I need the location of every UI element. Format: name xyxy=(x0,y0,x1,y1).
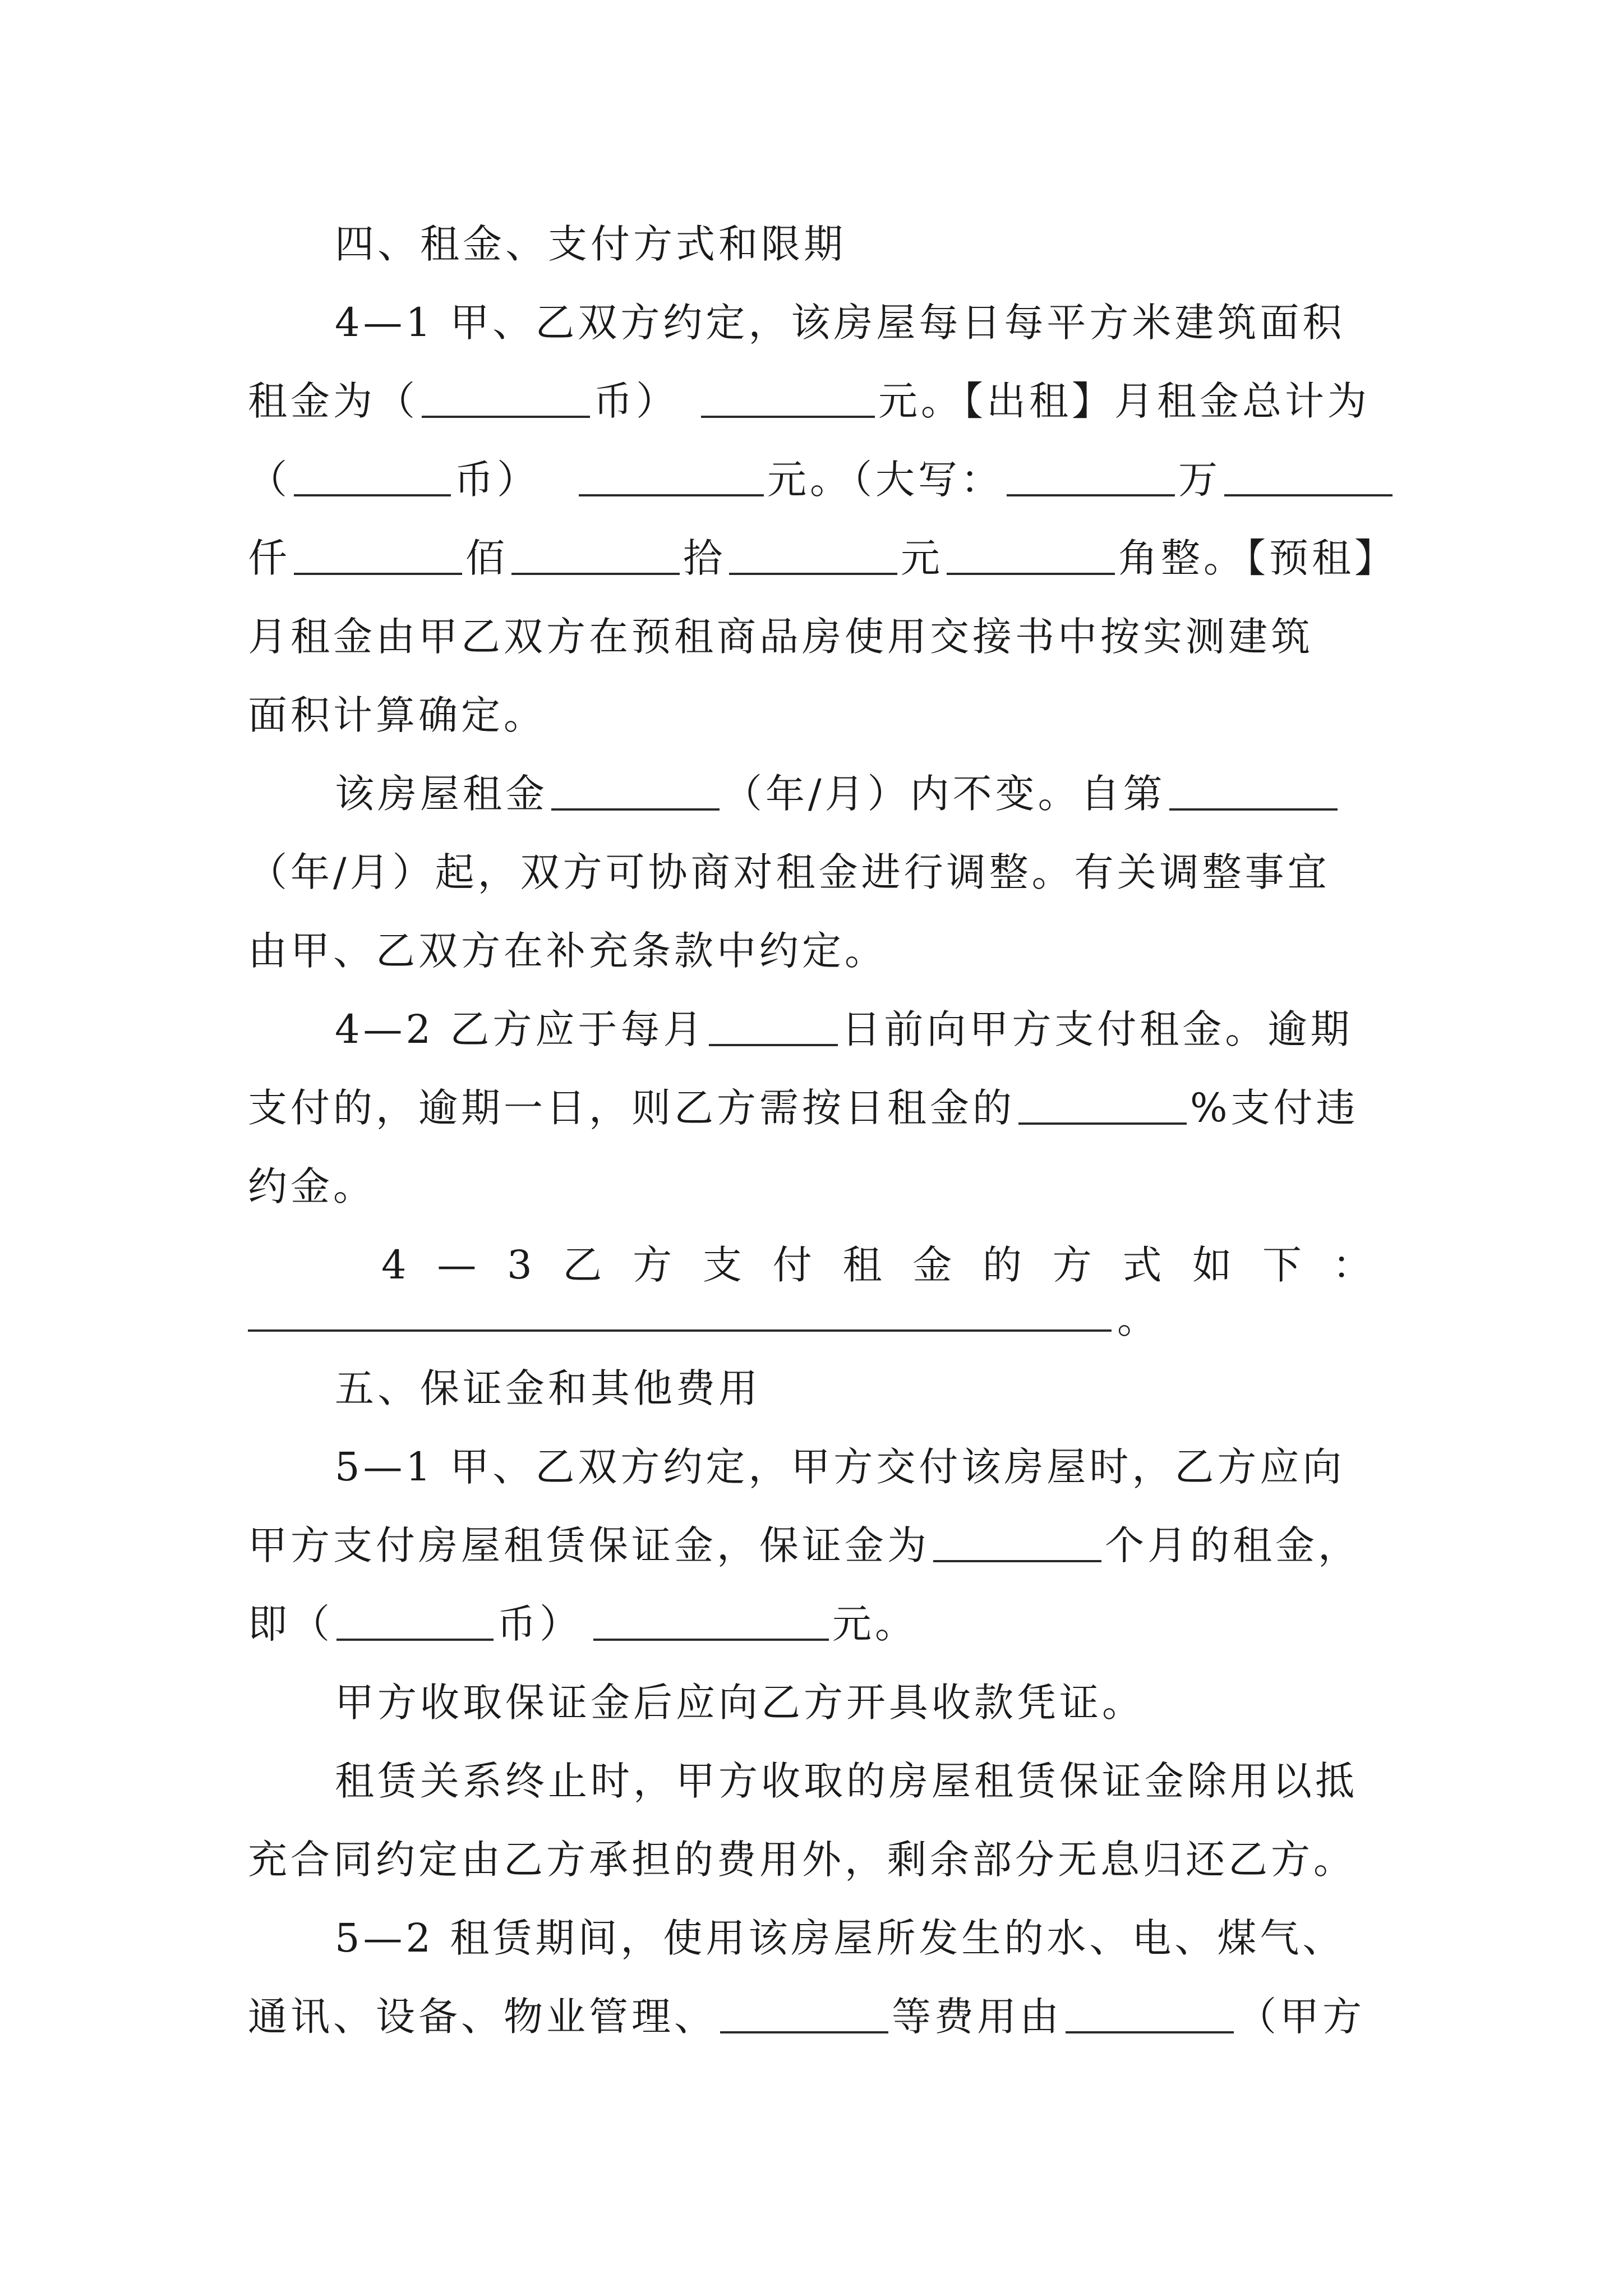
clause-4-2-line-1 xyxy=(335,990,1375,1069)
clause-4-1-line-2 xyxy=(248,362,1375,440)
blank-period xyxy=(551,774,720,811)
rent-fixed-line-3: 由甲、乙双方在补充条款中约定。 xyxy=(248,928,887,974)
text-segment: 甲方支付房屋租赁保证金，保证金为 xyxy=(248,1522,930,1568)
blank-daily-rent xyxy=(701,381,875,418)
text-segment: 佰 xyxy=(465,535,508,581)
blank-currency xyxy=(294,459,451,496)
text-segment: 币） xyxy=(454,457,540,503)
char: 方 xyxy=(1052,1242,1095,1288)
char: 付 xyxy=(772,1242,815,1288)
text-segment: 该房屋租金 xyxy=(335,771,548,817)
char: 式 xyxy=(1122,1242,1165,1288)
text-segment: 即（ xyxy=(248,1601,333,1647)
text-segment: 4—2 乙方应于每月 xyxy=(335,1006,706,1052)
char: 4 xyxy=(381,1242,410,1288)
rent-fixed-line-2: （年/月）起，双方可协商对租金进行调整。有关调整事宜 xyxy=(248,849,1330,895)
clause-5-1-line-1: 5—1 甲、乙双方约定，甲方交付该房屋时，乙方应向 xyxy=(335,1444,1345,1490)
text-segment: 元。（大写： xyxy=(767,457,1003,503)
clause-4-1-line-1: 4—1 甲、乙双方约定，该房屋每日每平方米建筑面积 xyxy=(335,300,1345,346)
text-segment: 仟 xyxy=(248,535,291,581)
blank-bai xyxy=(511,538,680,575)
text-segment: （年/月）内不变。自第 xyxy=(723,771,1166,817)
clause-4-1-line-5: 月租金由甲乙双方在预租商品房使用交接书中按实测建筑 xyxy=(248,614,1313,660)
text-segment: 租金为（ xyxy=(248,378,418,424)
text-segment: 万 xyxy=(1178,457,1221,503)
clause-4-3-line-1 xyxy=(381,1226,1375,1304)
blank-start xyxy=(1169,774,1338,811)
char: 租 xyxy=(842,1242,886,1288)
blank-qian xyxy=(294,538,462,575)
char: 金 xyxy=(912,1242,956,1288)
clause-4-3-period: 。 xyxy=(1117,1296,1156,1342)
char: 3 xyxy=(507,1242,536,1288)
clause-5-2-line-2 xyxy=(248,1977,1375,2056)
text-segment: （ xyxy=(248,457,291,503)
blank-shi xyxy=(729,538,897,575)
text-segment: 通讯、设备、物业管理、 xyxy=(248,1994,717,2040)
text-segment: 角整。【预租】 xyxy=(1118,535,1397,581)
blank-payment-method xyxy=(248,1329,1112,1332)
rent-fixed-line-1 xyxy=(335,754,1375,833)
char: — xyxy=(437,1242,480,1288)
blank-deposit-amount xyxy=(593,1604,829,1641)
text-segment: 元。 xyxy=(832,1601,917,1647)
text-segment: （甲方 xyxy=(1237,1994,1365,2040)
blank-wan xyxy=(1007,459,1175,496)
char: 支 xyxy=(702,1242,745,1288)
text-segment: 元 xyxy=(901,535,943,581)
blank-currency xyxy=(422,381,590,418)
clause-4-2-line-3: 约金。 xyxy=(248,1163,376,1209)
blank-payer xyxy=(1066,1996,1234,2033)
text-segment: 支付的，逾期一日，则乙方需按日租金的 xyxy=(248,1085,1015,1131)
clause-5-2-line-1: 5—2 租赁期间，使用该房屋所发生的水、电、煤气、 xyxy=(335,1915,1345,1961)
blank-pay-day xyxy=(709,1009,838,1046)
text-segment: 日前向甲方支付租金。逾期 xyxy=(841,1006,1353,1052)
blank-currency xyxy=(336,1604,494,1641)
text-segment: 个月的租金， xyxy=(1105,1522,1361,1568)
char: 方 xyxy=(633,1242,676,1288)
char: 如 xyxy=(1192,1242,1235,1288)
blank-yuan xyxy=(947,538,1115,575)
char: ： xyxy=(1332,1242,1375,1288)
clause-4-1-line-6: 面积计算确定。 xyxy=(248,692,546,738)
char: 乙 xyxy=(562,1242,606,1288)
clause-4-2-line-2 xyxy=(248,1069,1375,1147)
text-segment: 元。【出租】月租金总计为 xyxy=(878,378,1370,424)
blank-other-fees xyxy=(720,1996,888,2033)
section-heading-deposit: 五、保证金和其他费用 xyxy=(335,1365,761,1411)
deposit-receipt-line: 甲方收取保证金后应向乙方开具收款凭证。 xyxy=(335,1680,1145,1726)
blank-penalty-rate xyxy=(1018,1088,1187,1125)
char: 的 xyxy=(982,1242,1025,1288)
deposit-refund-line-2: 充合同约定由乙方承担的费用外，剩余部分无息归还乙方。 xyxy=(248,1837,1356,1883)
text-segment: %支付违 xyxy=(1190,1085,1359,1131)
text-segment: 拾 xyxy=(683,535,726,581)
clause-5-1-line-3 xyxy=(248,1585,1375,1663)
section-heading-rent: 四、租金、支付方式和限期 xyxy=(335,221,846,267)
text-segment: 币） xyxy=(593,378,679,424)
clause-4-1-line-3 xyxy=(248,440,1375,519)
blank-monthly-rent xyxy=(579,459,764,496)
deposit-refund-line-1: 租赁关系终止时，甲方收取的房屋租赁保证金除用以抵 xyxy=(335,1758,1358,1804)
char: 下 xyxy=(1262,1242,1306,1288)
clause-5-1-line-2 xyxy=(248,1506,1375,1585)
clause-4-1-line-4 xyxy=(248,519,1397,597)
blank-deposit-months xyxy=(933,1525,1101,1562)
blank-trailing xyxy=(1224,459,1393,496)
text-segment: 币） xyxy=(497,1601,582,1647)
text-segment: 等费用由 xyxy=(892,1994,1062,2040)
